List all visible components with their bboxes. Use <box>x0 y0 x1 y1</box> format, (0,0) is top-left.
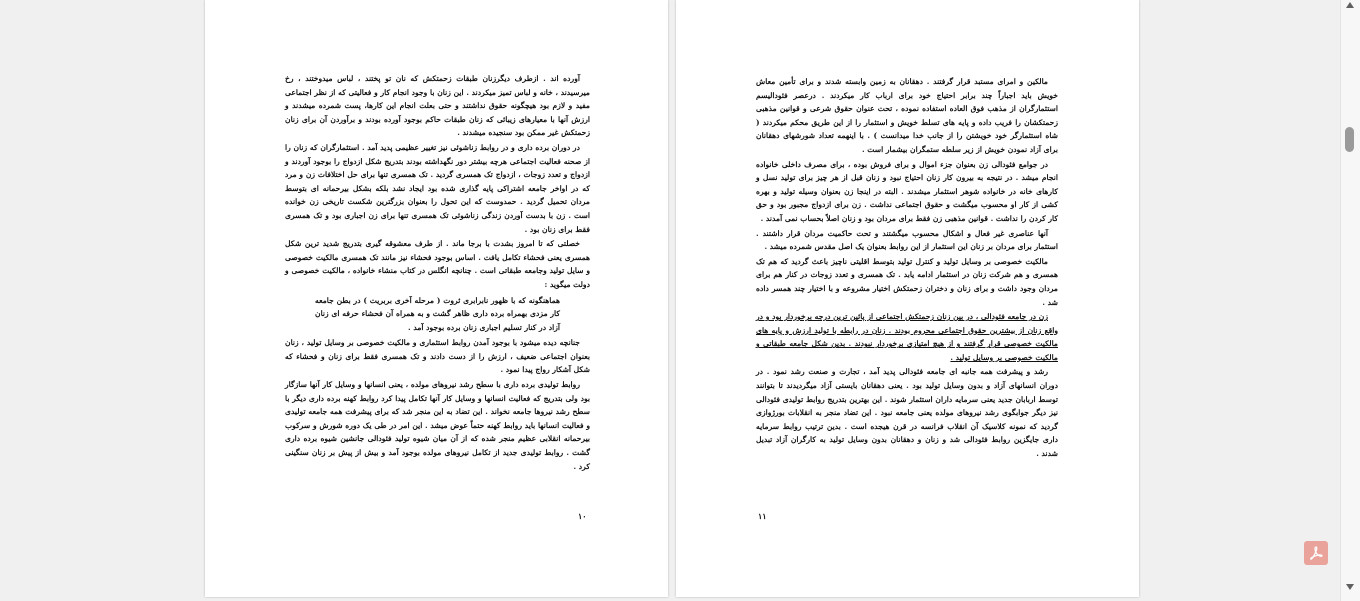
paragraph: زن در جامعه فئودالی ، در بین زنان زحمتکش اجتماعی از پائین ترین درجه برخوردار بود و در واقع زنان از بیشترین حقوق اجتماعی محروم بودند . زنان در رابطه با تولید ارزش و پایه های مالکیت خصوصی قرار گرفتند و از هیچ امتیازی برخوردار نبودند . بدین شکل جامعه طبقاتی و مالکیت خصوصی بر وسایل تولید . <box>756 312 1058 362</box>
page-text-column <box>285 72 590 474</box>
triangle-down-icon[interactable] <box>1346 584 1354 590</box>
triangle-up-icon[interactable] <box>1346 2 1354 8</box>
pdf-icon <box>1308 545 1324 561</box>
page-text-column <box>756 75 1058 462</box>
scrollbar-thumb[interactable] <box>1345 127 1354 152</box>
paragraph: رشد و پیشرفت همه جانبه ای جامعه فئودالی پدید آمد ، تجارت و صنعت رشد نمود . در دوران انسانهای آزاد و بدون وسایل تولید بود . یعنی دهقانان بایستی آزاد میگردیدند تا بتوانند توسط اربابان جدید یعنی سرمایه داران استثمار شوند . این بهترین بتدریج روابط تولیدی فئودالی نیز دیگر جوابگوی رشد نیروهای مولده یعنی جامعه نبود . این تضاد منجر به انقلابات بورژوازی گردید که نمونه کلاسیک آن انقلاب فرانسه در قرن هیجده است . بدین ترتیب روابط سرمایه داری جایگزین روابط فئودالی شد و زنان و دهقانان بدون وسایل تولید به کارگران آزاد تبدیل شدند . <box>756 367 1058 459</box>
paragraph: مالکیت خصوصی بر وسایل تولید و کنترل تولید بتوسط اقلیتی ناچیز باعث گردید که هم تک همسری و هم شرکت زنان در استثمار ادامه یابد . تک همسری و تعدد زوجات در کنار هم برای مردان وجود داشت و برای زنان و دختران زحمتکش اختیار مشروعه و با اختیار چند همسر داده شد . <box>756 256 1058 307</box>
paragraph: در دوران برده داری و در روابط زناشوئی نیز تغییر عظیمی پدید آمد . استثمارگران که زنان را از صحنه فعالیت اجتماعی هرچه بیشتر دور نگهداشته بودند بتدریج شکل ازدواج را بوجود آوردند و ازدواج و تعدد زوجات ، ازدواج تک همسری گردید . تک همسری تنها برای حل اختلافات زن و مرد که در اواخر جامعه اشتراکی پایه گذاری شده بود ایجاد نشد بلکه بشکل بیرحمانه ای بتوسط مردان تحمیل گردید . حمدوست که این تحول را بعنوان بزرگترین شکست تاریخی زن خوانده است . زن با بدست آوردن زندگی زناشوئی تک همسری تنها برای زن اجباری بود و تک همسری فقط برای زنان بود . <box>285 142 590 234</box>
page-number: ۱۱ <box>758 511 767 521</box>
paragraph: جنانچه دیده میشود با بوجود آمدن روابط استثماری و مالکیت خصوصی بر وسایل تولید ، زنان بعنوان اجتماعی ضعیف ، ارزش را از دست دادند و تک همسری فقط برای زنان و فحشاء که شکل آشکار رواج پیدا نمود . <box>285 338 590 375</box>
document-page-right <box>676 0 1139 597</box>
paragraph: مالکین و امرای مستبد قرار گرفتند . دهقانان به زمین وابسته شدند و برای تأمین معاش خویش باید اجباراً چند برابر احتیاج خود برای ارباب کار میکردند . درعصر فئودالیسم استثمارگران از مذهب فوق العاده استفاده نموده ، تحت عنوان حقوق شرعی و قوانین مذهبی زحمتکشان را فریب داده و پایه های تسلط خویش و استثمار را از این طریق محکم میکردند ( شاه استثمارگر خود خویشتن را از جانب خدا میدانست ) . با اینهمه تعداد شورشهای دهقانان برای آزاد نمودن خویش از زیر سلطه ستمگران بیشمار است . <box>756 77 1058 154</box>
document-page-left <box>205 0 668 597</box>
paragraph: آنها عناصری غیر فعال و اشکال محسوب میگشتند و تحت حاکمیت مردان قرار داشتند . استثمار برای مردان بر زنان این استثمار از این روابط بعنوان یک اصل مقدس شمرده میشد . <box>756 228 1058 252</box>
paragraph: خصلتی که تا امروز بشدت با برجا ماند . از طرف معشوقه گیری بتدریج شدید ترین شکل همسری یعنی فحشاء تکامل یافت . اساس بوجود فحشاء نیز مانند تک همسری مالکیت خصوصی و سایل تولید وجامعه طبقاتی است . چنانچه انگلس در کتاب منشاء خانواده ، مالکیت خصوصی و دولت میگوید : <box>285 239 590 289</box>
pdf-button[interactable] <box>1304 541 1328 565</box>
vertical-scrollbar[interactable] <box>1340 0 1360 601</box>
page-number: ۱۰ <box>578 511 587 521</box>
block-quote: هماهنگونه که با ظهور نابرابری ثروت ( مرحله آخری بربریت ) در بطن جامعه کار مزدی بهمراه برده داری ظاهر گشت و به همراه آن فحشاء حرفه ای زنان آزاد در کنار تسلیم اجباری زنان برده بوجود آمد . <box>315 295 560 332</box>
paragraph: در جوامع فئودالی زن بعنوان جزء اموال و برای فروش بوده ، برای مصرف داخلی خانواده انجام میشد . در نتیجه به بیرون کار زنان احتیاج نبود و زنان قبل از هر چیز برای تولید نسل و کارهای خانه در خانواده شوهر استثمار میشدند . البته در اینجا زن بعنوان وسیله تولید و بهره کشی از کار او محسوب میگشت و حقوق اجتماعی نداشت . زن برای ازدواج مجبور بود و حق کار کردن را نداشت . قوانین مذهبی زن فقط برای مردان بود و زنان اصلاً بحساب نمی آمدند . <box>756 159 1058 223</box>
paragraph: آورده اند . ازطرف دیگرزنان طبقات زحمتکش که نان تو پختند ، لباس میدوختند ، رخ میرسیدند ، خانه و لباس تمیز میکردند . این زنان با وجود انجام کار و فعالیتی که از نظر اجتماعی مفید و لازم بود هیچگونه حقوق نداشتند و حتی بعلت انجام این کارها، پست شمرده میشدند و ارزش آنها با معیارهای زیبائی که زنان طبقات حاکم بوجود آورده بودند و برآوردن آن برای زنان زحمتکش غیر ممکن بود سنجیده میشدند . <box>285 74 590 138</box>
paragraph: روابط تولیدی برده داری با سطح رشد نیروهای مولده ، یعنی انسانها و وسایل کار آنها سازگار بود ولی بتدریج که فعالیت انسانها و وسایل کار آنها تکامل پیدا کرد روابط کهنه برده داری دیگر با سطح رشد نیروها جامعه نخواند . این تضاد به این منجر شد که برای پیشرفت همه جامعه تولیدی و فعالیت انسانها باید روابط کهنه حتماً عوض میشد . این امر در طی یک دوره شورش و سرکوب بیرحمانه انقلابی عظیم منجر شده که از آن میان شیوه تولید فئودالی جانشین شیوه برده داری گشت . روابط تولیدی جدید از تکامل نیروهای مولده بوجود آمد و بیش از پیش بر زنان سنگینی کرد . <box>285 380 590 471</box>
